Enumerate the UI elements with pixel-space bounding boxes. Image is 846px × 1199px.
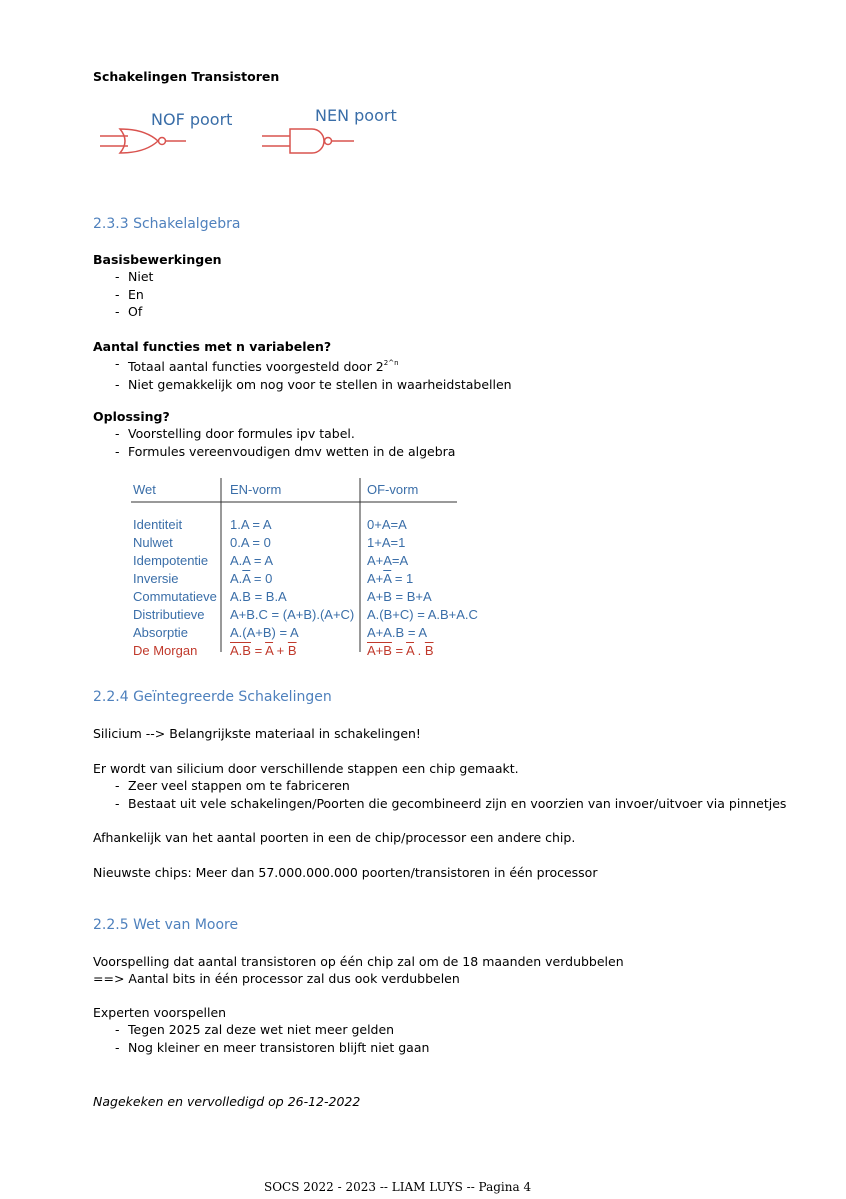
functies-title: Aantal functies met n variabelen? <box>93 339 332 354</box>
law-en: 0.A = 0 <box>230 535 271 550</box>
nor-gate-symbol <box>100 126 190 156</box>
paragraph: Nieuwste chips: Meer dan 57.000.000.000 poorten/transistoren in één processor <box>93 865 598 880</box>
basis-title: Basisbewerkingen <box>93 252 222 267</box>
oplossing-list <box>93 425 455 460</box>
law-en: A+B.C = (A+B).(A+C) <box>230 607 355 622</box>
list-item: - Tegen 2025 zal deze wet niet meer gelden <box>93 1021 429 1039</box>
law-name: Nulwet <box>133 535 173 550</box>
list-item: - Bestaat uit vele schakelingen/Poorten die gecombineerd zijn en voorzien van invoer/uitvoer via pinnetjes <box>93 795 786 813</box>
nand-gate-label: NEN poort <box>315 106 397 125</box>
checked-note: Nagekeken en vervolledigd op 26-12-2022 <box>93 1094 361 1109</box>
law-name: Identiteit <box>133 517 183 532</box>
law-of: A+B = B+A <box>367 589 432 604</box>
law-name: De Morgan <box>133 643 198 658</box>
heading-2-2-5: 2.2.5 Wet van Moore <box>93 917 239 933</box>
list-item: - Nog kleiner en meer transistoren blijft niet gaan <box>93 1039 429 1057</box>
basis-list <box>93 268 153 321</box>
functies-item1-sup: 2^n <box>383 359 399 367</box>
list-item: - Zeer veel stappen om te fabriceren <box>93 777 786 795</box>
list-item: - Formules vereenvoudigen dmv wetten in de algebra <box>93 443 455 461</box>
list-item: - Voorstelling door formules ipv tabel. <box>93 425 455 443</box>
functies-item1-text: Totaal aantal functies voorgesteld door 2 <box>128 359 384 374</box>
heading-2-3-3: 2.3.3 Schakelalgebra <box>93 216 241 232</box>
experts-list <box>93 1021 429 1056</box>
header-wet: Wet <box>133 482 156 497</box>
law-en: A.A = A <box>230 553 274 568</box>
law-en: $A.B = \overline{A} + \overline{B}$ <box>230 643 297 658</box>
law-name: Distributieve <box>133 607 205 622</box>
law-of: $A+\overline{A} = 1$ <box>367 571 414 586</box>
header-of-vorm: OF-vorm <box>367 482 419 497</box>
paragraph: Er wordt van silicium door verschillende stappen een chip gemaakt. <box>93 761 519 776</box>
paragraph: Experten voorspellen <box>93 1005 227 1020</box>
page-footer: SOCS 2022 - 2023 -- LIAM LUYS -- Pagina 4 <box>264 1180 532 1194</box>
oplossing-title: Oplossing? <box>93 409 170 424</box>
law-name: Absorptie <box>133 625 188 640</box>
law-of: A.(B+C) = A.B+A.C <box>367 607 478 622</box>
list-item: - En <box>93 286 153 304</box>
law-name: Idempotentie <box>133 553 209 568</box>
law-of: 0+A=A <box>367 517 407 532</box>
law-of: 1+A=1 <box>367 535 406 550</box>
law-en: A.B = B.A <box>230 589 287 604</box>
nand-gate-symbol <box>262 126 357 156</box>
nor-gate-label: NOF poort <box>151 110 233 129</box>
list-item: - Of <box>93 303 153 321</box>
paragraph: ==> Aantal bits in één processor zal dus ook verdubbelen <box>93 971 460 986</box>
law-name: Commutatieve <box>133 589 217 604</box>
list-item <box>93 355 512 376</box>
heading-2-2-4: 2.2.4 Geïntegreerde Schakelingen <box>93 689 332 705</box>
law-of: $A+B = \overline{A}$ . $\overline{B}$ <box>367 643 434 658</box>
header-en-vorm: EN-vorm <box>230 482 282 497</box>
paragraph: Voorspelling dat aantal transistoren op één chip zal om de 18 maanden verdubbelen <box>93 954 624 969</box>
functies-list <box>93 355 512 393</box>
law-name: Inversie <box>133 571 179 586</box>
paragraph: Silicium --> Belangrijkste materiaal in schakelingen! <box>93 726 421 741</box>
law-en: 1.A = A <box>230 517 272 532</box>
list-item: - Niet gemakkelijk om nog voor te stellen in waarheidstabellen <box>93 376 512 394</box>
law-of: A+A=A <box>367 553 409 568</box>
paragraph: Afhankelijk van het aantal poorten in een de chip/processor een andere chip. <box>93 830 576 845</box>
law-en: $A.\overline{A} = 0$ <box>230 571 273 586</box>
chip-list <box>93 777 786 812</box>
list-item: - Niet <box>93 268 153 286</box>
section-title: Schakelingen Transistoren <box>93 69 280 84</box>
law-en: A.(A+B) = A <box>230 625 299 640</box>
law-of: A+A.B = A <box>367 625 427 640</box>
